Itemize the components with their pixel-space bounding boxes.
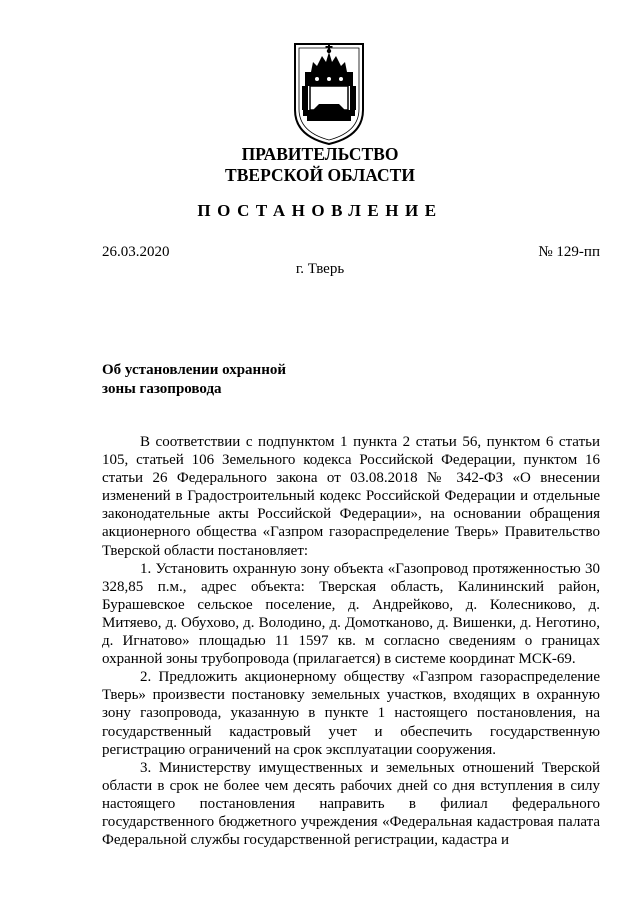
document-number: № 129-пп bbox=[538, 244, 600, 260]
item-2-paragraph: 2. Предложить акционерному обществу «Газпром газораспределение Тверь» произвести постановку земельных участков, входящих в охранную зону газопровода, указанную в пункте 1 настоящего постановления, на государственный кадастровый учет и обеспечить государственную регистрацию ограничений на срок эксплуатации сооружения. bbox=[102, 669, 600, 758]
subject-line1: Об установлении охранной bbox=[102, 362, 286, 378]
organization-name-line1: ПРАВИТЕЛЬСТВО bbox=[241, 144, 399, 164]
document-body bbox=[102, 433, 600, 849]
coat-of-arms-emblem bbox=[293, 42, 365, 146]
subject-line2: зоны газопровода bbox=[102, 381, 222, 397]
document-subject bbox=[102, 361, 402, 399]
organization-name-line2: ТВЕРСКОЙ ОБЛАСТИ bbox=[225, 165, 415, 185]
intro-paragraph: В соответствии с подпунктом 1 пункта 2 статьи 56, пунктом 6 статьи 105, статьей 106 Земельного кодекса Российской Федерации, пунктом 16 статьи 26 Федерального закона от 03.08.2018 № 342-ФЗ «О внесении изменений в Градостроительный кодекс Российской Федерации и отдельные законодательные акты Российской Федерации», на основании обращения акционерного общества «Газпром газораспределение Тверь» Правительство Тверской области постановляет: bbox=[102, 434, 600, 559]
document-city: г. Тверь bbox=[295, 261, 345, 277]
item-3-paragraph: 3. Министерству имущественных и земельных отношений Тверской области в срок не более чем десять рабочих дней со дня вступления в силу настоящего постановления направить в филиал федерального государственного бюджетного учреждения «Федеральная кадастровая палата Федеральной службы государственной регистрации, кадастра и bbox=[102, 759, 600, 849]
document-type-title: ПОСТАНОВЛЕНИЕ bbox=[197, 201, 443, 220]
item-1-paragraph: 1. Установить охранную зону объекта «Газопровод протяженностью 30 328,85 п.м., адрес объекта: Тверская область, Калининский район, Бурашевское сельское поселение, д. Андрейково, д. Колесниково, д. Митяево, д. Обухово, д. Володино, д. Домотканово, д. Вишенки, д. Неготино, д. Игнатово» площадью 11 1597 кв. м согласно сведениям о границах охранной зоны трубопровода (прилагается) в системе координат МСК-69. bbox=[102, 560, 600, 668]
document-date: 26.03.2020 bbox=[102, 244, 170, 260]
